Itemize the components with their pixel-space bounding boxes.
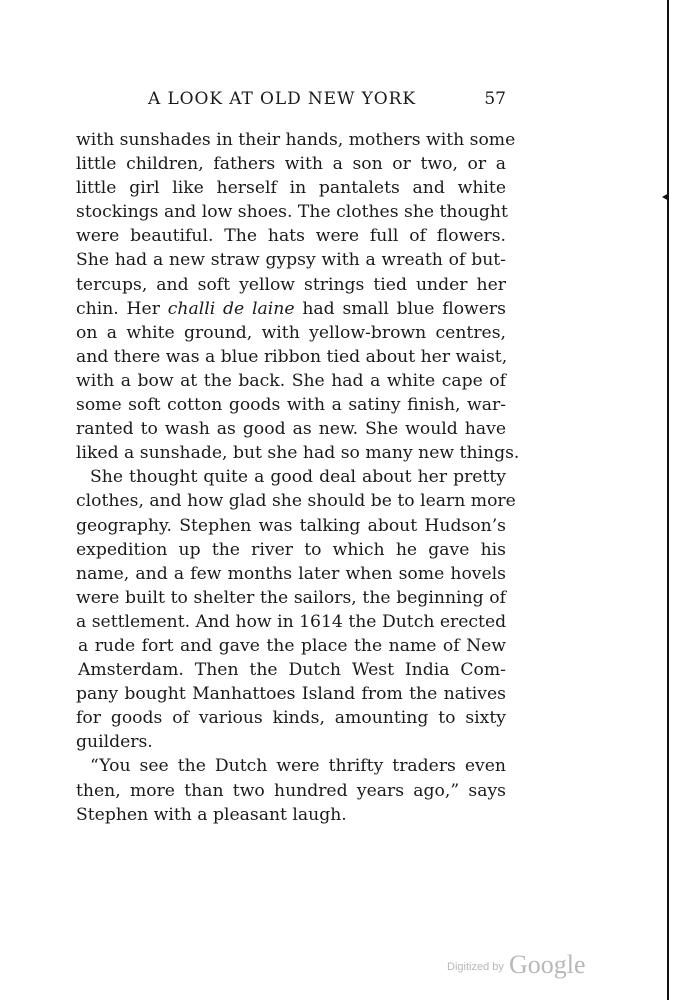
text-line: a rude fort and gave the place the name of New (78, 635, 506, 656)
text-line: some soft cotton goods with a satiny finish, war- (76, 395, 506, 416)
italic-phrase: challi de laine (167, 298, 295, 319)
text-line: with sunshades in their hands, mothers with some (76, 130, 516, 150)
text-line: for goods of various kinds, amounting to sixty (76, 708, 506, 729)
text-line: with a bow at the back. She had a white cape of (76, 370, 506, 391)
text-line: little children, fathers with a son or two, or a (76, 154, 506, 175)
text-line: name, and a few months later when some hovels (76, 563, 506, 584)
text-line: were beautiful. The hats were full of flowers. (76, 226, 506, 247)
google-logo-text: Google (508, 950, 586, 979)
text-line: were built to shelter the sailors, the beginning of (76, 587, 506, 608)
page-header (76, 89, 506, 115)
text-line: little girl like herself in pantalets and white (76, 178, 506, 199)
page-edge-line (667, 0, 669, 1000)
watermark-small-text: Digitized by (447, 961, 504, 973)
text-line: geography. Stephen was talking about Hudson’s (76, 515, 506, 536)
page-edge-mark (662, 193, 669, 201)
text-segment: chin. Her (76, 298, 160, 319)
digitized-watermark (447, 950, 586, 980)
text-line: expedition up the river to which he gave his (76, 539, 506, 560)
text-line: liked a sunshade, but she had so many new things. (76, 443, 520, 464)
text-line: pany bought Manhattoes Island from the natives (76, 684, 506, 705)
text-line: stockings and low shoes. The clothes she thought (76, 202, 508, 223)
page-number: 57 (484, 89, 506, 109)
running-head: A LOOK AT OLD NEW YORK (148, 89, 416, 109)
text-line: She had a new straw gypsy with a wreath of but- (76, 250, 506, 271)
text-line: tercups, and soft yellow strings tied under her (76, 274, 506, 295)
body-text (76, 128, 520, 827)
text-line: a settlement. And how in 1614 the Dutch erected (76, 611, 507, 632)
text-line: and there was a blue ribbon tied about her waist, (76, 346, 508, 367)
text-line: “You see the Dutch were thrifty traders even (90, 756, 506, 777)
text-line: then, more than two hundred years ago,” says (76, 780, 506, 801)
text-line: on a white ground, with yellow-brown centres, (76, 322, 506, 343)
text-line: guilders. (76, 732, 153, 753)
text-segment: had small blue flowers (302, 298, 506, 319)
text-line: clothes, and how glad she should be to learn more (76, 491, 516, 512)
text-line (76, 297, 506, 321)
text-line: Stephen with a pleasant laugh. (76, 804, 347, 825)
text-line: Amsterdam. Then the Dutch West India Com- (78, 660, 506, 681)
text-line: ranted to wash as good as new. She would have (76, 419, 506, 440)
text-line: She thought quite a good deal about her pretty (90, 467, 506, 488)
